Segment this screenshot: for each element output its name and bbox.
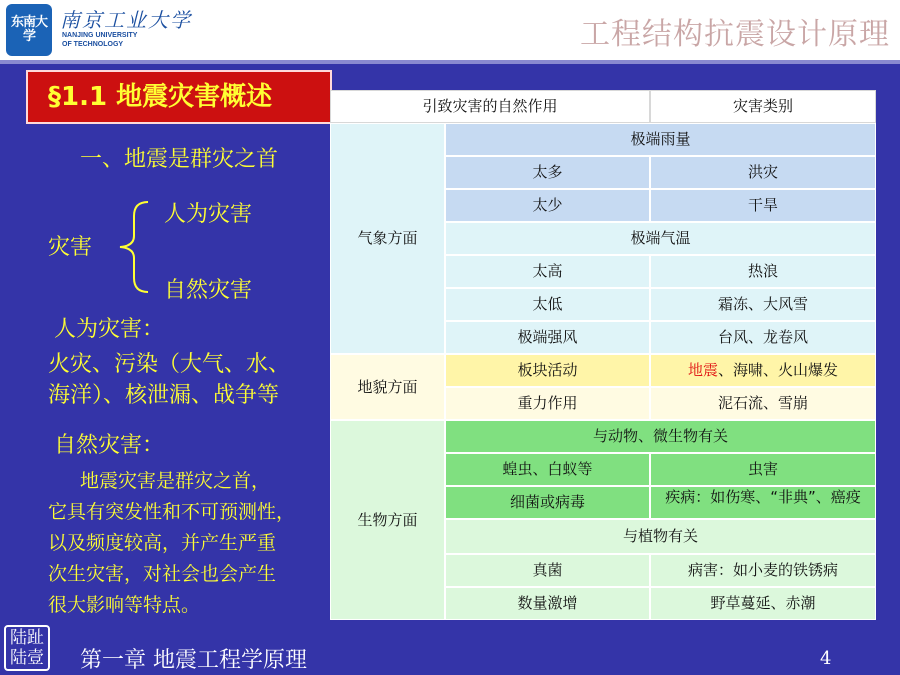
- course-title: 工程结构抗震设计原理: [580, 17, 890, 52]
- disaster-table: [330, 90, 876, 620]
- header-bar: [0, 0, 900, 62]
- branch-human: 人为灾害: [164, 202, 253, 227]
- page-number: 4: [820, 648, 832, 669]
- brace-icon: [112, 198, 152, 296]
- earthquake-rest: 、海啸、火山爆发: [718, 361, 839, 379]
- cell-too-high: 太高: [445, 255, 650, 288]
- natural-title: 自然灾害：: [54, 433, 165, 458]
- row-extreme-rain: 极端雨量: [445, 123, 876, 156]
- para-line-3: 以及频度较高，并产生严重: [48, 532, 277, 554]
- cell-surge: 数量激增: [445, 587, 650, 620]
- row-animal: 与动物、微生物有关: [445, 420, 876, 453]
- university-name-en: [62, 31, 137, 49]
- cell-frost: 霜冻、大风雪: [650, 288, 876, 321]
- cell-disease: 疾病：如伤寒、“非典”、癌疫: [650, 486, 876, 519]
- branch-natural: 自然灾害: [164, 278, 253, 303]
- earthquake-highlight: 地震: [687, 361, 718, 379]
- para-line-4: 次生灾害，对社会也会产生: [48, 563, 277, 585]
- cell-too-much: 太多: [445, 156, 650, 189]
- cell-insect: 虫害: [650, 453, 876, 486]
- human-title: 人为灾害：: [54, 317, 165, 342]
- para-line-1: 地震灾害是群灾之首，: [80, 470, 271, 492]
- header-divider: [0, 60, 900, 64]
- human-line-1: 火灾、污染（大气、水、: [48, 352, 291, 377]
- cell-plate: 板块活动: [445, 354, 650, 387]
- para-line-5: 很大影响等特点。: [48, 594, 201, 616]
- cell-gravity: 重力作用: [445, 387, 650, 420]
- cell-heat-wave: 热浪: [650, 255, 876, 288]
- cell-strong-wind: 极端强风: [445, 321, 650, 354]
- university-name-en-line2: OF TECHNOLOGY: [62, 41, 124, 48]
- cell-locust: 蝗虫、白蚁等: [445, 453, 650, 486]
- para-line-2: 它具有突发性和不可预测性，: [48, 501, 296, 523]
- table-header-cause: 引致灾害的自然作用: [330, 90, 650, 123]
- chapter-title: 第一章 地震工程学原理: [80, 648, 307, 673]
- disaster-label: 灾害: [48, 235, 93, 260]
- heading-main: 一、地震是群灾之首: [80, 147, 279, 172]
- university-name-cn: 南京工业大学: [60, 8, 192, 32]
- cell-drought: 干旱: [650, 189, 876, 222]
- cell-plant-disease: 病害：如小麦的铁锈病: [650, 554, 876, 587]
- university-logo-icon: 东南大学: [6, 4, 52, 56]
- group-biology: 生物方面: [330, 420, 445, 620]
- cell-weeds: 野草蔓延、赤潮: [650, 587, 876, 620]
- university-name-en-line1: NANJING UNIVERSITY: [62, 32, 138, 39]
- cell-fungus: 真菌: [445, 554, 650, 587]
- table-header-type: 灾害类别: [650, 90, 876, 123]
- row-plant: 与植物有关: [445, 519, 876, 554]
- row-extreme-temp: 极端气温: [445, 222, 876, 255]
- human-line-2: 海洋）、核泄漏、战争等: [48, 383, 280, 408]
- cell-flood: 洪灾: [650, 156, 876, 189]
- group-weather: 气象方面: [330, 123, 445, 354]
- group-landform: 地貌方面: [330, 354, 445, 420]
- section-title: §1.1 地震灾害概述: [26, 70, 332, 124]
- cell-landslide: 泥石流、雪崩: [650, 387, 876, 420]
- cell-bacteria: 细菌或病毒: [445, 486, 650, 519]
- cell-earthquake: [650, 354, 876, 387]
- cell-typhoon: 台风、龙卷风: [650, 321, 876, 354]
- cell-too-little: 太少: [445, 189, 650, 222]
- seal-icon: 陆趾陆壹: [4, 625, 50, 671]
- cell-too-low: 太低: [445, 288, 650, 321]
